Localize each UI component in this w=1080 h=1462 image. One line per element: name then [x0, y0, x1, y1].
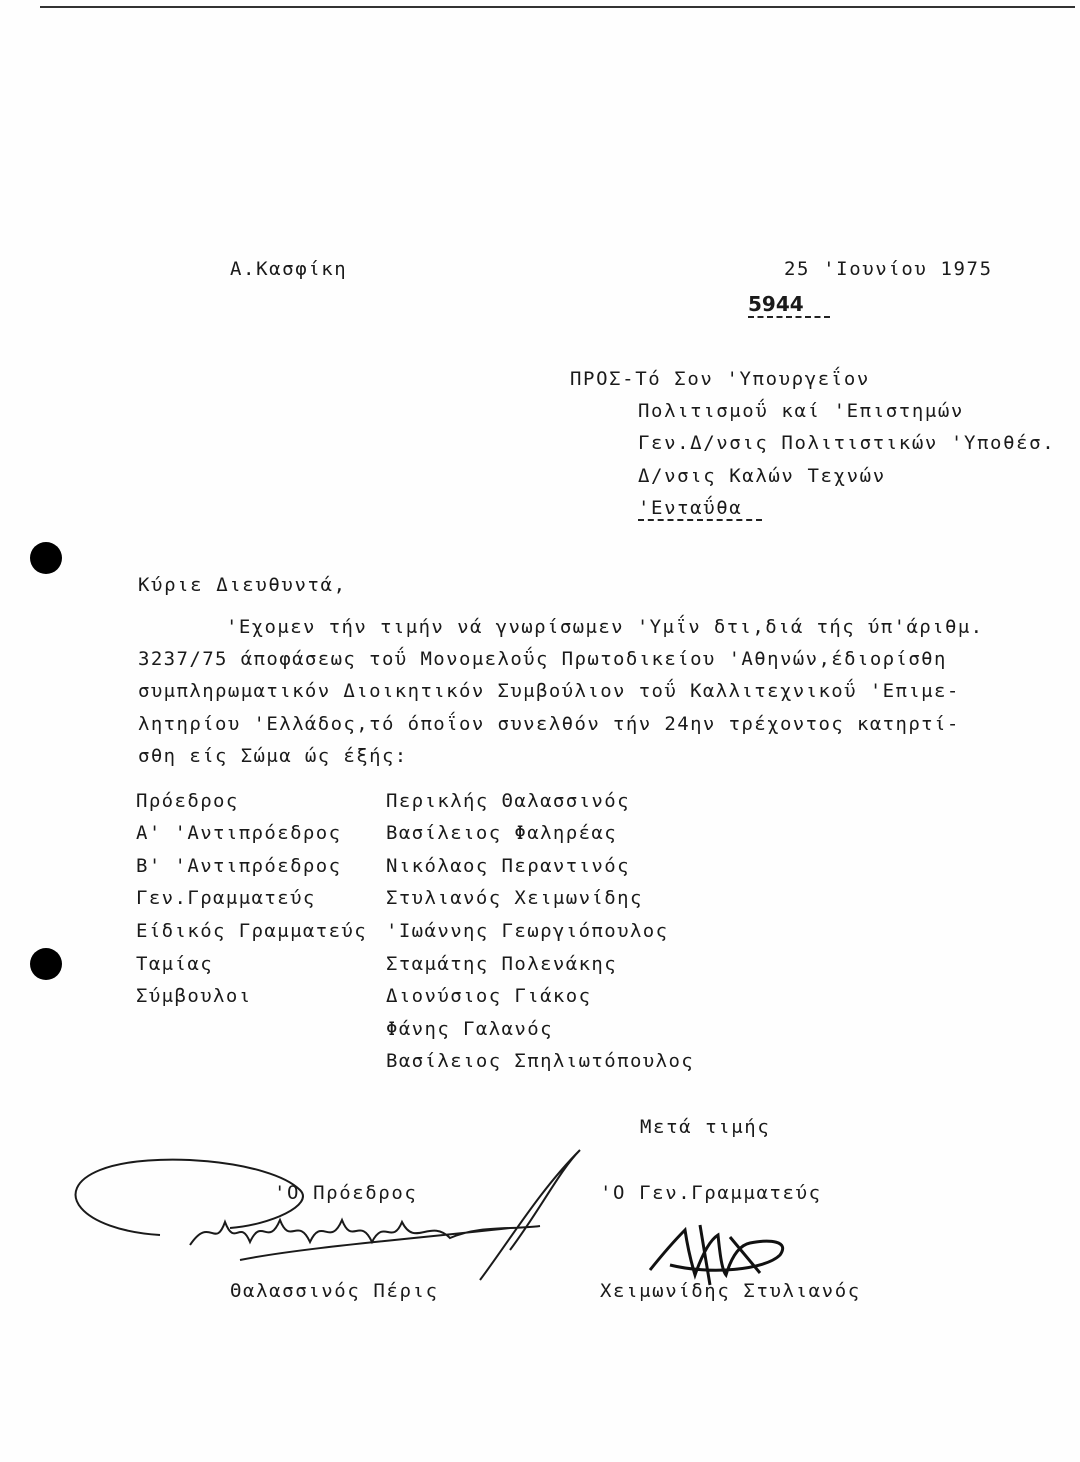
addressee-line-5: 'Ενταΰθα	[638, 497, 762, 521]
board-member: Σταμάτης Πολενάκης	[386, 953, 618, 975]
ref-initials: Α.Κασφίκη	[230, 258, 348, 280]
board-member: Νικόλαος Περαντινός	[386, 855, 630, 877]
board-role: Α' 'Αντιπρόεδρος	[136, 822, 342, 844]
board-member: Φάνης Γαλανός	[386, 1018, 553, 1040]
left-signatory-name: Θαλασσινός Πέρις	[230, 1280, 439, 1302]
board-role: Είδικός Γραμματεύς	[136, 920, 368, 942]
board-role: Σύμβουλοι	[136, 985, 252, 1007]
body-line-4: λητηρίου 'Ελλάδος,τό όποΐον συνελθόν τήν 24ην τρέχοντος κατηρτί-	[138, 713, 960, 735]
addressee-line-2: Πολιτισμοΰ καί 'Επιστημών	[638, 400, 964, 422]
board-member: Βασίλειος Φαληρέας	[386, 822, 618, 844]
board-member: 'Ιωάννης Γεωργιόπουλος	[386, 920, 669, 942]
board-role: Πρόεδρος	[136, 790, 239, 812]
body-line-3: συμπληρωματικόν Διοικητικόν Συμβούλιον τοΰ Καλλιτεχνικοΰ 'Επιμε-	[138, 680, 960, 702]
board-member: Βασίλειος Σπηλιωτόπουλος	[386, 1050, 695, 1072]
addressee-line-4: Δ/νσις Καλών Τεχνών	[638, 465, 886, 487]
president-signature	[40, 1130, 600, 1290]
board-role: Γεν.Γραμματεύς	[136, 887, 316, 909]
body-line-1: 'Εχομεν τήν τιμήν νά γνωρίσωμεν 'Υμΐν δτι,διά τής ύπ'άριθμ.	[226, 616, 984, 638]
body-line-5: σθη είς Σώμα ώς έξής:	[138, 745, 408, 767]
addressee-line-1: ΠΡΟΣ-Τό Σον 'Υπουργεΐον	[570, 368, 870, 390]
board-member: Διονύσιος Γιάκος	[386, 985, 592, 1007]
salutation: Κύριε Διευθυντά,	[138, 574, 347, 596]
right-signatory-name: Χειμωνίδης Στυλιανός	[600, 1280, 861, 1302]
addressee-line-3: Γεν.Δ/νσις Πολιτιστικών 'Υποθέσ.	[638, 432, 1056, 454]
right-signatory-title: 'Ο Γεν.Γραμματεύς	[600, 1182, 822, 1204]
top-border-line	[40, 6, 1075, 8]
letter-date: 25 'Ιουνίου 1975	[784, 258, 993, 280]
board-role: Β' 'Αντιπρόεδρος	[136, 855, 342, 877]
punch-hole-top	[30, 542, 62, 574]
left-signatory-title: 'Ο Πρόεδρος	[274, 1182, 418, 1204]
punch-hole-bottom	[30, 948, 62, 980]
board-member: Στυλιανός Χειμωνίδης	[386, 887, 643, 909]
board-role: Ταμίας	[136, 953, 214, 975]
closing: Μετά τιμής	[640, 1116, 771, 1138]
body-line-2: 3237/75 άποφάσεως τοΰ Μονομελοΰς Πρωτοδικείου 'Αθηνών,έδιορίσθη	[138, 648, 947, 670]
protocol-number: 5944	[748, 292, 830, 318]
board-member: Περικλής Θαλασσινός	[386, 790, 630, 812]
